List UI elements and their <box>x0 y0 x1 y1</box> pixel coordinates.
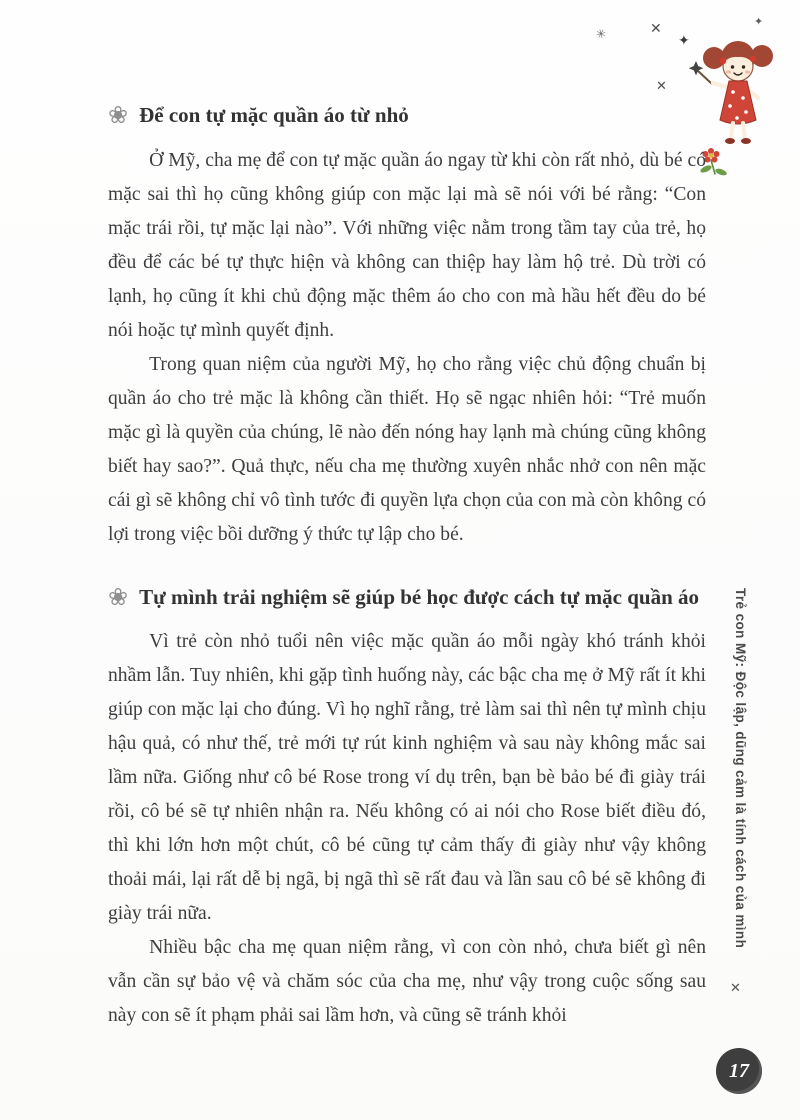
section-1-heading <box>108 100 706 132</box>
paragraph: Nhiều bậc cha mẹ quan niệm rằng, vì con còn nhỏ, chưa biết gì nên vẫn cần sự bảo vệ và chăm sóc của cha mẹ, như vậy trong cuộc sống sau này con sẽ ít phạm phải sai lầm hơn, và cũng sẽ tránh khỏi <box>108 937 706 1026</box>
paragraph: Ở Mỹ, cha mẹ để con tự mặc quần áo ngay từ khi còn rất nhỏ, dù bé có mặc sai thì họ cũng không giúp con mặc lại mà sẽ nói với bé rằng: “Con mặc trái rồi, tự mặc lại nào”. Với những việc nằm trong tầm tay của trẻ, họ đều để các bé tự thực hiện và không can thiệp hay làm hộ trẻ. Dù trời có lạnh, họ cũng ít khi chủ động mặc thêm áo cho con mà hầu hết đều do bé nói hoặc tự mình quyết định. <box>108 149 706 341</box>
paragraph: Trong quan niệm của người Mỹ, họ cho rằng việc chủ động chuẩn bị quần áo cho trẻ mặc là không cần thiết. Họ sẽ ngạc nhiên hỏi: “Trẻ muốn mặc gì là quyền của chúng, lẽ nào đến nóng hay lạnh mà chúng cũng không biết hay sao?”. Quả thực, nếu cha mẹ thường xuyên nhắc nhở con nên mặc cái gì sẽ không chỉ vô tình tước đi quyền lựa chọn của con mà còn không có lợi trong việc bồi dưỡng ý thức tự lập cho bé. <box>108 353 706 545</box>
section-2-heading <box>108 582 706 614</box>
page-content <box>108 100 706 1033</box>
sparkle-x-icon: ✕ <box>656 79 667 94</box>
section-2-heading-text: Tự mình trải nghiệm sẽ giúp bé học được cách tự mặc quần áo <box>139 584 699 609</box>
section-2 <box>108 582 706 1034</box>
flower-icon: ❀ <box>108 101 129 129</box>
sparkle-x-icon: ✕ <box>650 21 662 37</box>
section-1 <box>108 100 706 552</box>
flower-icon: ❀ <box>108 582 129 611</box>
margin-vertical-title: Trẻ con Mỹ: Độc lập, dũng cảm là tính cách của mình <box>733 588 748 949</box>
sparkle-star-icon: ✦ <box>754 15 764 28</box>
section-1-heading-text: Để con tự mặc quần áo từ nhỏ <box>139 103 409 127</box>
sparkle-star-icon: ✦ <box>678 33 690 49</box>
sparkle-doodle-icon: ✳ <box>594 25 608 43</box>
page-number-badge: 17 <box>716 1048 762 1094</box>
sparkle-x-icon: ✕ <box>730 981 741 996</box>
paragraph: Vì trẻ còn nhỏ tuổi nên việc mặc quần áo mỗi ngày khó tránh khỏi nhầm lẫn. Tuy nhiên, khi gặp tình huống này, các bậc cha mẹ ở Mỹ rất ít khi giúp con mặc lại cho đúng. Vì họ nghĩ rằng, trẻ làm sai thì nên tự mình chịu hậu quả, có như thế, trẻ mới tự rút kinh nghiệm và sau này không mắc sai lầm nữa. Giống như cô bé Rose trong ví dụ trên, bạn bè bảo bé đi giày trái rồi, cô bé sẽ tự nhiên nhận ra. Nếu không có ai nói cho Rose biết điều đó, thì khi lớn hơn một chút, cô bé cũng tự cảm thấy đi giày như vậy không thoải mái, lại rất dễ bị ngã, bị ngã thì sẽ rất đau và lần sau cô bé sẽ không đi giày trái nữa. <box>108 631 706 924</box>
